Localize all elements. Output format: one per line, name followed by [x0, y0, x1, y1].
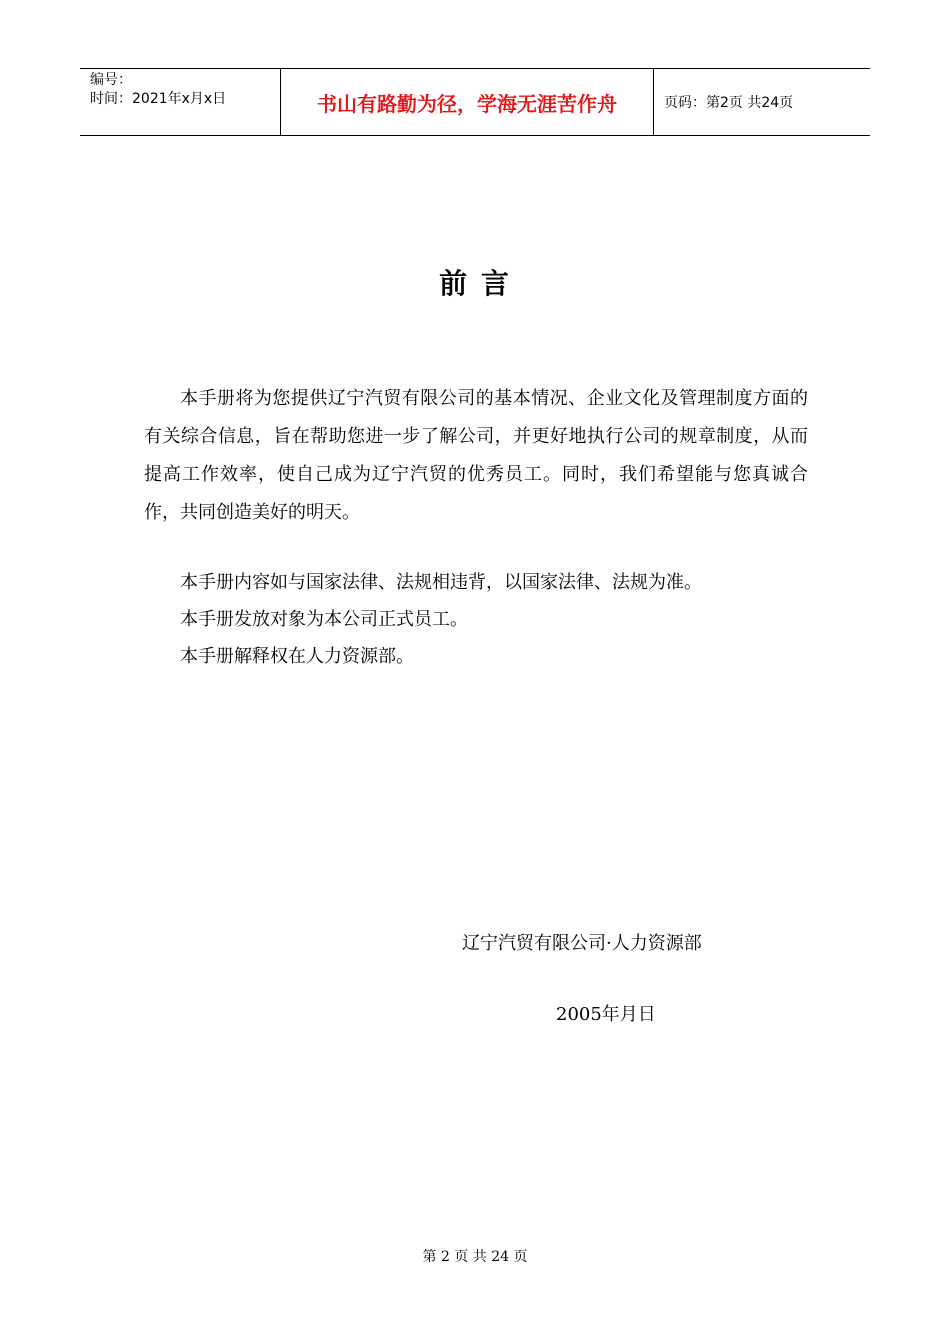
intro-paragraph: 本手册将为您提供辽宁汽贸有限公司的基本情况、企业文化及管理制度方面的有关综合信息，旨在帮助您进一步了解公司，并更好地执行公司的规章制度，从而提高工作效率，使自己成为辽宁汽贸的优秀员工。同时，我们希望能与您真诚合作，共同创造美好的明天。 [144, 388, 808, 523]
header-page-number: 页码：第2页 共24页 [664, 95, 794, 111]
signature-date: 2005年月日 [556, 1004, 656, 1025]
time-label: 时间：2021年x月x日 [90, 91, 227, 107]
page-footer: 第 2 页 共 24 页 [422, 1249, 528, 1265]
note-interpretation: 本手册解释权在人力资源部。 [180, 646, 414, 667]
note-law-precedence: 本手册内容如与国家法律、法规相违背，以国家法律、法规为准。 [180, 572, 702, 593]
header-motto: 书山有路勤为径，学海无涯苦作舟 [317, 91, 617, 116]
serial-number-label: 编号： [90, 72, 132, 88]
header-page-cell [654, 69, 870, 135]
note-distribution: 本手册发放对象为本公司正式员工。 [180, 609, 468, 630]
header-meta-cell [80, 69, 281, 135]
signature: 辽宁汽贸有限公司·人力资源部 [462, 933, 702, 954]
page-title: 前 言 [439, 267, 511, 300]
page-header [80, 68, 870, 136]
header-motto-cell [281, 69, 654, 135]
